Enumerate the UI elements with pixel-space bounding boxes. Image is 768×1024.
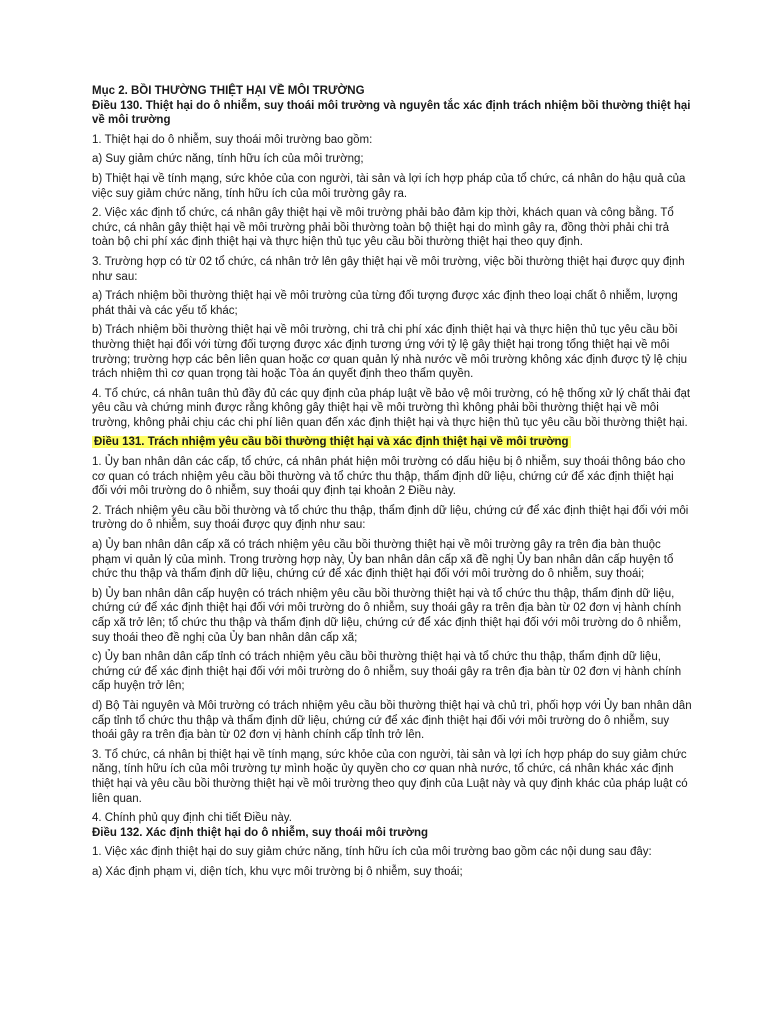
article-131-para-4: 4. Chính phủ quy định chi tiết Điều này. bbox=[92, 812, 292, 825]
article-132-title: Điều 132. Xác định thiệt hại do ô nhiễm, suy thoái môi trường bbox=[92, 826, 428, 839]
article-130-para-1a: a) Suy giảm chức năng, tính hữu ích của môi trường; bbox=[92, 153, 364, 166]
article-130-para-1: 1. Thiệt hại do ô nhiễm, suy thoái môi trường bao gồm: bbox=[92, 133, 373, 146]
article-131-title: Điều 131. Trách nhiệm yêu cầu bồi thường thiệt hại và xác định thiệt hại về môi trường bbox=[94, 436, 569, 449]
article-132-para-1a: a) Xác định phạm vi, diện tích, khu vực môi trường bị ô nhiễm, suy thoái; bbox=[92, 865, 463, 878]
article-131-para-2d: d) Bộ Tài nguyên và Môi trường có trách nhiệm yêu cầu bồi thường thiệt hại và chủ trì, phối hợp với Ủy ban nhân dân cấp tỉnh tổ chức thu thập và thẩm định dữ liệu, chứng cứ để xác định thiệt hại đối với môi trường do ô nhiễm, suy thoái gây ra trên địa bàn từ 02 đơn vị hành chính cấp tỉnh trở lên. bbox=[92, 699, 692, 742]
article-130-title: Điều 130. Thiệt hại do ô nhiễm, suy thoái môi trường và nguyên tắc xác định trách nhiệm bồi thường thiệt hại về môi trường bbox=[92, 99, 691, 127]
article-130-para-2: 2. Việc xác định tổ chức, cá nhân gây thiệt hại về môi trường phải bảo đảm kịp thời, khách quan và công bằng. Tổ chức, cá nhân gây thiệt hại về môi trường phải bồi thường toàn bộ thiệt hại do mình gây ra, đồng thời phải chi trả toàn bộ chi phí xác định thiệt hại và thực hiện thủ tục yêu cầu bồi thường thiệt hại theo quy định. bbox=[92, 207, 674, 249]
article-130-para-3b: b) Trách nhiệm bồi thường thiệt hại về môi trường, chi trả chi phí xác định thiệt hại và thực hiện thủ tục yêu cầu bồi thường thiệt hại đối với từng đối tượng được xác định tương ứng với tỷ lệ gây thiệt hại trong tổng thiệt hại về môi trường; trường hợp các bên liên quan hoặc cơ quan quản lý nhà nước về môi trường không xác định được tỷ lệ chịu trách nhiệm thì cơ quan trọng tài hoặc Tòa án quyết định theo thẩm quyền. bbox=[92, 324, 688, 381]
article-130-para-4: 4. Tổ chức, cá nhân tuân thủ đầy đủ các quy định của pháp luật về bảo vệ môi trường, có hệ thống xử lý chất thải đạt yêu cầu và chứng minh được rằng không gây thiệt hại về môi trường thì không phải bồi thường thiệt hại về môi trường, không phải chịu các chi phí liên quan đến xác định thiệt hại và thực hiện thủ tục yêu cầu bồi thường thiệt hại. bbox=[92, 387, 691, 429]
section-heading: Mục 2. BỒI THƯỜNG THIỆT HẠI VỀ MÔI TRƯỜNG bbox=[92, 85, 365, 97]
article-131-para-2c: c) Ủy ban nhân dân cấp tỉnh có trách nhiệm yêu cầu bồi thường thiệt hại và tổ chức thu thập, thẩm định dữ liệu, chứng cứ để xác định thiệt hại đối với môi trường do ô nhiễm, suy thoái gây ra trên địa bàn từ 02 đơn vị hành chính cấp huyện trở lên; bbox=[92, 651, 682, 693]
article-131-para-2a: a) Ủy ban nhân dân cấp xã có trách nhiệm yêu cầu bồi thường thiệt hại về môi trường gây ra trên địa bàn thuộc phạm vi quản lý của mình. Trong trường hợp này, Ủy ban nhân dân cấp xã đề nghị Ủy ban nhân dân cấp huyện tổ chức thu thập và thẩm định dữ liệu, chứng cứ để xác định thiệt hại đối với môi trường do ô nhiễm, suy thoái; bbox=[92, 539, 674, 581]
article-131-para-1: 1. Ủy ban nhân dân các cấp, tổ chức, cá nhân phát hiện môi trường có dấu hiệu bị ô nhiễm, suy thoái thông báo cho cơ quan có trách nhiệm yêu cầu bồi thường và tổ chức thu thập, thẩm định dữ liệu, chứng cứ để xác định thiệt hại đối với môi trường do ô nhiễm, suy thoái quy định tại khoản 2 Điều này. bbox=[92, 456, 686, 498]
article-131-para-3: 3. Tổ chức, cá nhân bị thiệt hại về tính mạng, sức khỏe của con người, tài sản và lợi ích hợp pháp do suy giảm chức năng, tính hữu ích của môi trường tự mình hoặc ủy quyền cho cơ quan nhà nước, tổ chức, cá nhân khác xác định thiệt hại và yêu cầu bồi thường thiệt hại về môi trường theo quy định của Luật này và quy định khác của pháp luật có liên quan. bbox=[92, 748, 688, 805]
article-131-heading bbox=[92, 435, 692, 450]
article-131-para-2: 2. Trách nhiệm yêu cầu bồi thường và tổ chức thu thập, thẩm định dữ liệu, chứng cứ để xác định thiệt hại đối với môi trường do ô nhiễm, suy thoái được quy định như sau: bbox=[92, 504, 689, 532]
article-130-para-3a: a) Trách nhiệm bồi thường thiệt hại về môi trường của từng đối tượng được xác định theo loại chất ô nhiễm, lượng phát thải và các yếu tố khác; bbox=[92, 290, 678, 317]
article-130-para-3: 3. Trường hợp có từ 02 tổ chức, cá nhân trở lên gây thiệt hại về môi trường, việc bồi thường thiệt hại được quy định như sau: bbox=[92, 255, 685, 283]
article-131-para-2b: b) Ủy ban nhân dân cấp huyện có trách nhiệm yêu cầu bồi thường thiệt hại và tổ chức thu thập, thẩm định dữ liệu, chứng cứ để xác định thiệt hại đối với môi trường do ô nhiễm, suy thoái gây ra trên địa bàn từ 02 đơn vị hành chính cấp xã trở lên; tổ chức thu thập và thẩm định dữ liệu, chứng cứ để xác định thiệt hại đối với môi trường do ô nhiễm, suy thoái theo đề nghị của Ủy ban nhân dân cấp xã; bbox=[92, 587, 682, 644]
article-132-para-1: 1. Việc xác định thiệt hại do suy giảm chức năng, tính hữu ích của môi trường bao gồm các nội dung sau đây: bbox=[92, 846, 652, 859]
article-130-para-1b: b) Thiệt hại về tính mạng, sức khỏe của con người, tài sản và lợi ích hợp pháp của tổ chức, cá nhân do hậu quả của việc suy giảm chức năng, tính hữu ích của môi trường gây ra. bbox=[92, 172, 686, 200]
